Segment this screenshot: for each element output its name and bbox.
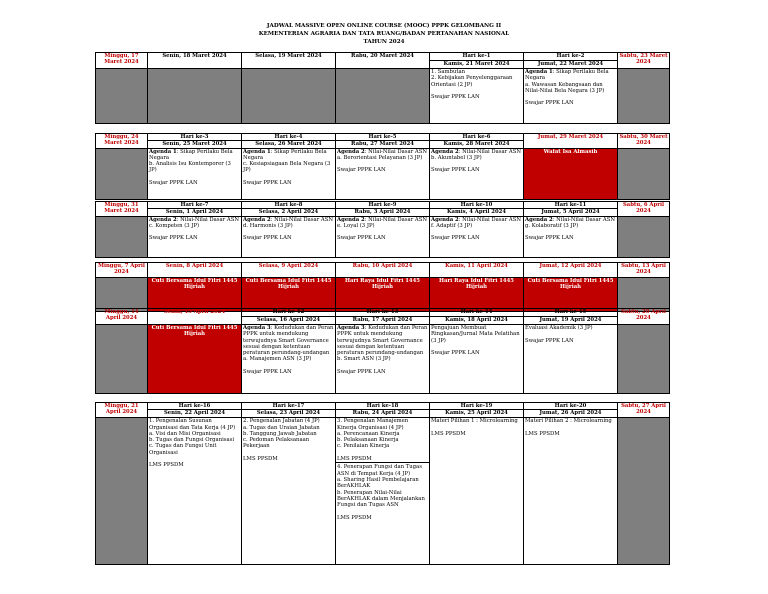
session-detail: : Nilai-Nilai Dasar ASN d. Harmonis (3 JP) Swajar PPPK LAN: [243, 216, 333, 242]
session-detail: 3. Pengenalan Manajemen Kinerja Organisasi (4 JP) a. Perencanaan Kinerja b. Pelaksanaan Kinerja c. Penilaian Kinerja LMS PPSDM: [337, 418, 409, 463]
session-detail: : Sikap Perilaku Bela Negara c. Kesiapsiagaan Bela Negara (3 JP) Swajar PPPK LAN: [243, 148, 331, 187]
weekend-cell: [618, 278, 670, 312]
day-date: Jumat, 12 April 2024: [524, 263, 618, 278]
holiday-cell: Hari Raya Idul Fitri 1445 Hijriah: [430, 278, 524, 312]
day-date: Rabu, 10 April 2024: [336, 263, 430, 278]
sunday-cell: Minggu, 21 April 2024: [96, 403, 148, 418]
day-date: Jumat, 19 April 2024: [524, 317, 618, 325]
session-text: [431, 69, 522, 100]
session-detail: Materi Pilihan 1 : Microlearning LMS PPSDM: [431, 418, 518, 437]
session-detail: : Nilai-Nilai Dasar ASN g. Kolaboratif (3 JP) Swajar PPPK LAN: [525, 216, 615, 242]
day-date: Selasa, 2 April 2024: [242, 209, 336, 216]
sunday-cell: Minggu, 24 Maret 2024: [96, 134, 148, 149]
weekend-cell: [96, 278, 148, 312]
empty-day-cell: [148, 69, 242, 124]
session-text: [525, 325, 616, 344]
day-date: Selasa, 16 April 2024: [242, 317, 336, 325]
agenda-label: Agenda 2: [149, 216, 177, 223]
day-date: Senin, 1 April 2024: [148, 209, 242, 216]
agenda-label: Agenda 2: [337, 216, 365, 223]
session-cell: [148, 418, 242, 565]
session-cell: [242, 148, 336, 199]
session-text: [431, 325, 522, 356]
session-cell: [242, 216, 336, 257]
day-date: Kamis, 21 Maret 2024: [430, 61, 524, 69]
session-cell: [336, 325, 430, 394]
session-cell: [148, 216, 242, 257]
day-date: Rabu, 27 Maret 2024: [336, 141, 430, 148]
session-text: [337, 149, 428, 174]
day-number: Hari ke-11: [524, 202, 618, 209]
holiday-cell: Cuti Bersama Idul Fitri 1445 Hijriah: [524, 278, 618, 312]
saturday-cell: Sabtu, 23 Maret 2024: [618, 53, 670, 69]
session-cell: [336, 148, 430, 199]
day-date: Jumat, 5 April 2024: [524, 209, 618, 216]
agenda-label: Agenda 1: [525, 69, 553, 75]
day-date: Senin, 18 Maret 2024: [148, 53, 242, 69]
sunday-cell: Minggu, 7 April 2024: [96, 263, 148, 278]
day-date: Rabu, 3 April 2024: [336, 209, 430, 216]
session-detail-2: 4. Penerapan Fungsi dan Tugas ASN di Tempat Kerja (4 JP) a. Sharing Hasil Pembelajaran BerAKHLAK b. Penerapan Nilai-Nilai BerAKHLAK dalam Menjalankan Fungsi dan Tugas ASN LMS PPSDM: [336, 462, 429, 521]
agenda-label: Agenda 1: [243, 148, 271, 155]
day-number: Hari ke-16: [148, 403, 242, 410]
day-number: Hari ke-2: [524, 53, 618, 61]
day-date: Jumat, 26 April 2024: [524, 410, 618, 418]
week-table: [95, 201, 670, 258]
day-number: Hari ke-19: [430, 403, 524, 410]
day-number: Hari ke-7: [148, 202, 242, 209]
day-date: Senin, 22 April 2024: [148, 410, 242, 418]
session-detail: : Nilai-Nilai Dasar ASN f. Adaptif (3 JP) Swajar PPPK LAN: [431, 216, 521, 242]
document-title-line2: KEMENTERIAN AGRARIA DAN TATA RUANG/BADAN PERTANAHAN NASIONAL: [258, 31, 510, 37]
saturday-cell: Sabtu, 30 Maret 2024: [619, 134, 668, 147]
session-detail: : Nilai-Nilai Dasar ASN c. Kompeten (3 JP) Swajar PPPK LAN: [149, 216, 239, 242]
day-number: Hari ke-20: [524, 403, 618, 410]
agenda-label: Agenda 3: [337, 325, 365, 331]
week-table: [95, 262, 670, 312]
session-text: [525, 69, 616, 107]
session-text: [337, 418, 428, 462]
holiday-cell: Cuti Bersama Idul Fitri 1445 Hijriah: [242, 278, 336, 312]
agenda-label: Agenda 2: [337, 148, 365, 155]
weekend-cell: [618, 69, 670, 124]
session-cell: [430, 148, 524, 199]
week-table: [95, 133, 670, 200]
session-cell: [336, 418, 430, 565]
session-text: [149, 149, 240, 187]
session-detail: : Nilai-Nilai Dasar ASN a. Berorientasi Pelayanan (3 JP) Swajar PPPK LAN: [337, 148, 427, 174]
saturday-cell: Sabtu, 20 April 2024: [618, 309, 670, 325]
holiday-cell: Wafat Isa Almasih: [524, 148, 618, 199]
day-number: Hari ke-14: [430, 309, 524, 317]
session-text: [243, 418, 334, 462]
day-number: Hari ke-12: [242, 309, 336, 317]
agenda-label: Agenda 3: [243, 325, 271, 331]
session-text: [431, 217, 522, 242]
session-text: [337, 217, 428, 242]
day-number: Hari ke-10: [430, 202, 524, 209]
day-date: Senin, 25 Maret 2024: [148, 141, 242, 148]
day-date: Senin, 8 April 2024: [148, 263, 242, 278]
weekend-cell: [618, 148, 670, 199]
saturday-cell: Sabtu, 6 April 2024: [618, 202, 670, 217]
day-number: Hari ke-15: [524, 309, 618, 317]
agenda-label: Agenda 1: [149, 148, 177, 155]
session-text: [525, 418, 616, 437]
agenda-label: Agenda 2: [525, 216, 553, 223]
document-title-line3: TAHUN 2024: [363, 39, 405, 45]
day-number: Hari ke-9: [336, 202, 430, 209]
day-number: Hari ke-6: [430, 134, 524, 141]
session-detail: Pengajuan Membuat Ringkasan/Jurnal Mata Pelatihan (3 JP) Swajar PPPK LAN: [431, 325, 520, 357]
session-cell: [242, 418, 336, 565]
session-text: [525, 217, 616, 242]
session-detail: : Kedudukan dan Peran PPPK untuk mendukung terwujudnya Smart Governance sesuai dengan ketentuan peraturan perundang-undangan b. Smart ASN (3 JP) Swajar PPPK LAN: [337, 325, 428, 376]
day-date: Jumat, 29 Maret 2024: [524, 134, 618, 149]
day-number: Hari ke-17: [242, 403, 336, 410]
holiday-cell: Cuti Bersama Idul Fitri 1445 Hijriah: [148, 325, 242, 394]
session-cell: [430, 325, 524, 394]
day-number: Hari ke-1: [430, 53, 524, 61]
session-cell: [336, 216, 430, 257]
sunday-cell: Minggu, 14 April 2024: [96, 309, 148, 325]
session-text: [149, 418, 240, 468]
agenda-label: Agenda 2: [243, 216, 271, 223]
session-cell: [430, 418, 524, 565]
session-text: [243, 217, 334, 242]
session-detail: 2. Pengenalan Jabatan (4 JP) a. Tugas dan Uraian Jabatan b. Tanggung Jawab Jabatan c. Pedoman Pelaksanaan Pekerjaan LMS PPSDM: [243, 418, 320, 463]
day-date: Rabu, 17 April 2024: [336, 317, 430, 325]
session-cell: [524, 325, 618, 394]
day-number: Hari ke-8: [242, 202, 336, 209]
day-date: Kamis, 11 April 2024: [430, 263, 524, 278]
session-cell: [524, 69, 618, 124]
saturday-cell: Sabtu, 13 April 2024: [618, 263, 670, 278]
session-text: [243, 149, 334, 187]
day-date: Selasa, 9 April 2024: [242, 263, 336, 278]
weekend-cell: [96, 418, 148, 565]
session-text: [431, 418, 522, 437]
weekend-cell: [96, 69, 148, 124]
holiday-cell: Cuti Bersama Idul Fitri 1445 Hijriah: [148, 278, 242, 312]
sunday-cell: Minggu, 31 Maret 2024: [96, 202, 148, 217]
agenda-label: Agenda 2: [431, 216, 459, 223]
session-text: [149, 217, 240, 242]
session-detail: : Nilai-Nilai Dasar ASN e. Loyal (3 JP) Swajar PPPK LAN: [337, 216, 427, 242]
weekend-cell: [618, 418, 670, 565]
day-date: Kamis, 28 Maret 2024: [430, 141, 524, 148]
weekend-cell: [618, 216, 670, 257]
day-number: Hari ke-4: [242, 134, 336, 141]
session-detail: 1. Pengenalan Susunan Organisasi dan Tata Kerja (4 JP) a. Visi dan Misi Organisasi b. Tugas dan Fungsi Organisasi c. Tugas dan Fungsi Unit Organisasi LMS PPSDM: [149, 418, 236, 469]
day-date: Kamis, 18 April 2024: [430, 317, 524, 325]
sunday-cell: Minggu, 17 Maret 2024: [96, 53, 148, 69]
day-date: Jumat, 22 Maret 2024: [524, 61, 618, 69]
session-cell: [148, 148, 242, 199]
holiday-cell: Hari Raya Idul Fitri 1445 Hijriah: [336, 278, 430, 312]
session-cell: [430, 69, 524, 124]
day-date: Senin, 15 April 2024: [148, 309, 242, 325]
day-number: Hari ke-5: [336, 134, 430, 141]
session-cell: [524, 418, 618, 565]
day-number: Hari ke-18: [336, 403, 430, 410]
session-detail: Materi Pilihan 2 : Microlearning LMS PPSDM: [525, 418, 612, 437]
week-table: [95, 402, 670, 565]
session-detail: : Nilai-Nilai Dasar ASN b. Akuntabel (3 JP) Swajar PPPK LAN: [431, 148, 521, 174]
session-detail: : Sikap Perilaku Bela Negara b. Analisis Isu Kontemporer (3 JP) Swajar PPPK LAN: [149, 148, 233, 187]
week-table: [95, 52, 670, 124]
empty-day-cell: [336, 69, 430, 124]
agenda-label: Agenda 2: [431, 148, 459, 155]
day-date: Kamis, 4 April 2024: [430, 209, 524, 216]
day-date: Selasa, 26 Maret 2024: [242, 141, 336, 148]
session-text: [337, 325, 428, 375]
weekend-cell: [618, 325, 670, 394]
weekend-cell: [96, 148, 148, 199]
session-detail: 1. Sambutan 2. Kebijakan Penyelenggaraan Orientasi (2 JP) Swajar PPPK LAN: [431, 69, 513, 101]
empty-day-cell: [242, 69, 336, 124]
session-detail: Evaluasi Akademik (3 JP) Swajar PPPK LAN: [525, 325, 593, 344]
session-detail: : Sikap Perilaku Bela Negara a. Wawasan Kebangsaan dan Nilai-Nilai Bela Negara (3 JP) Swajar PPPK LAN: [525, 69, 609, 107]
session-cell: [430, 216, 524, 257]
session-cell: [242, 325, 336, 394]
document-title-line1: JADWAL MASSIVE OPEN ONLINE COURSE (MOOC) PPPK GELOMBANG II: [266, 23, 502, 29]
day-date: Rabu, 20 Maret 2024: [336, 53, 430, 69]
day-date: Rabu, 24 April 2024: [336, 410, 430, 418]
day-number: Hari ke-3: [148, 134, 242, 141]
day-number: Hari ke-13: [336, 309, 430, 317]
weekend-cell: [96, 325, 148, 394]
saturday-cell: Sabtu, 27 April 2024: [618, 403, 670, 418]
day-date: Kamis, 25 April 2024: [430, 410, 524, 418]
day-date: Selasa, 19 Maret 2024: [242, 53, 336, 69]
session-cell: [524, 216, 618, 257]
week-table: [95, 308, 670, 394]
session-detail: : Kedudukan dan Peran PPPK untuk mendukung terwujudnya Smart Governance sesuai dengan ketentuan peraturan perundang-undangan a. Manajemen ASN (3 JP) Swajar PPPK LAN: [243, 325, 334, 376]
weekend-cell: [96, 216, 148, 257]
day-date: Selasa, 23 April 2024: [242, 410, 336, 418]
session-text: [243, 325, 334, 375]
session-text: [431, 149, 522, 174]
